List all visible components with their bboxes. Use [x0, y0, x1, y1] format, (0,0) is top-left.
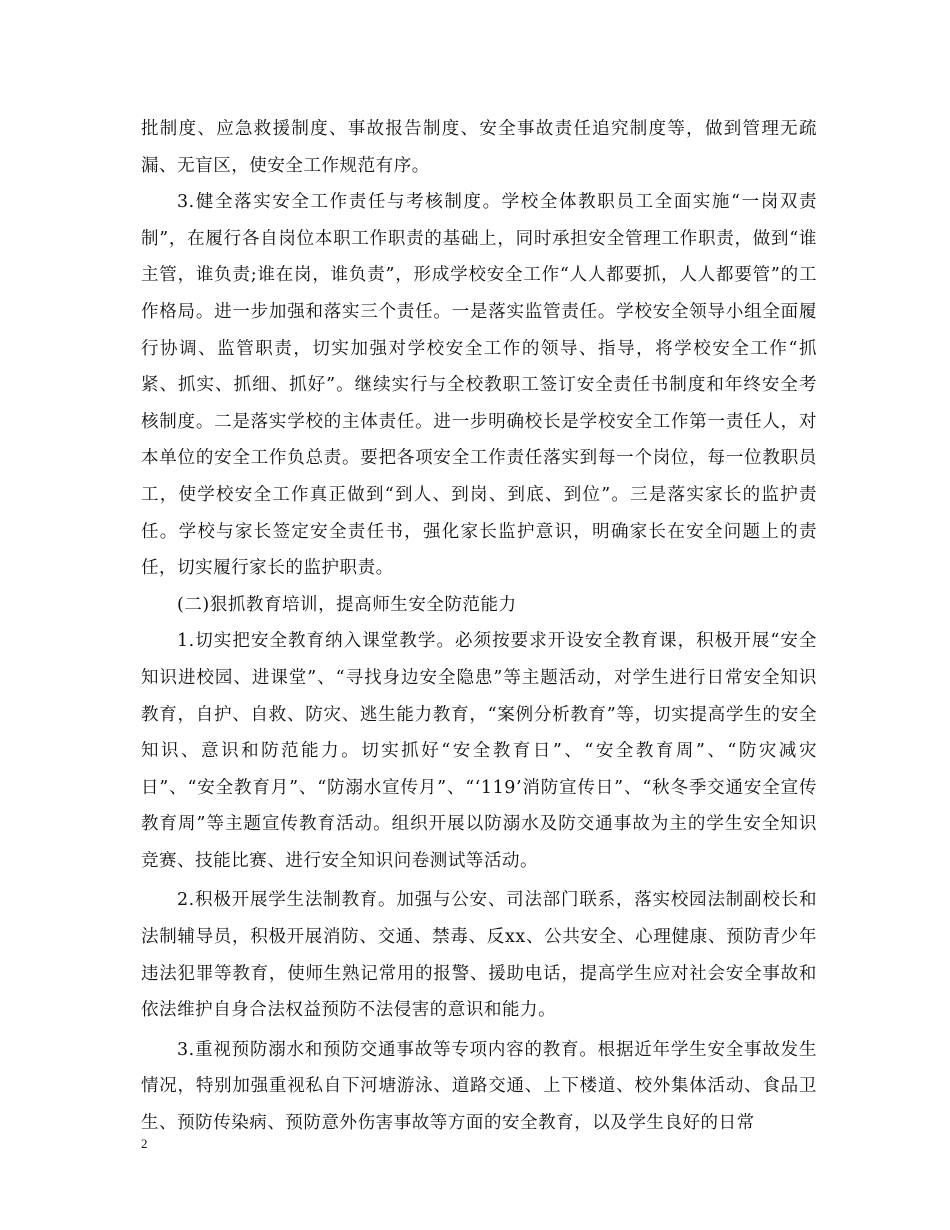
paragraph-responsibility-system: 3.健全落实安全工作责任与考核制度。学校全体教职员工全面实施“一岗双责制”，在履行各自岗位本职工作职责的基础上，同时承担安全管理工作职责，做到“谁主管，谁负责;谁在岗，谁负责”，形成学校安全工作“人人都要抓，人人都要管”的工作格局。进一步加强和落实三个责任。一是落实监管责任。学校安全领导小组全面履行协调、监管职责，切实加强对学校安全工作的领导、指导，将学校安全工作“抓紧、抓实、抓细、抓好”。继续实行与全校教职工签订安全责任书制度和年终安全考核制度。二是落实学校的主体责任。进一步明确校长是学校安全工作第一责任人，对本单位的安全工作负总责。要把各项安全工作责任落实到每一个岗位，每一位教职员工，使学校安全工作真正做到“到人、到岗、到底、到位”。三是落实家长的监护责任。学校与家长签定安全责任书，强化家长监护意识，明确家长在安全问题上的责任，切实履行家长的监护职责。 [141, 192, 817, 579]
paragraph-legal-education: 2.积极开展学生法制教育。加强与公安、司法部门联系，落实校园法制副校长和法制辅导员，积极开展消防、交通、禁毒、反xx、公共安全、心理健康、预防青少年违法犯罪等教育，使师生熟记常用的报警、援助电话，提高学生应对社会安全事故和依法维护自身合法权益预防不法侵害的意识和能力。 [141, 890, 817, 1021]
paragraph-classroom-safety-education: 1.切实把安全教育纳入课堂教学。必须按要求开设安全教育课，积极开展“安全知识进校园、进课堂”、“寻找身边安全隐患”等主题活动，对学生进行日常安全知识教育，自护、自救、防灾、逃生能力教育，“案例分析教育”等，切实提高学生的安全知识、意识和防范能力。切实抓好“安全教育日”、“安全教育周”、“防灾减灾日”、“安全教育月”、“防溺水宣传月”、“‘119’消防宣传日”、“秋冬季交通安全宣传教育周”等主题宣传教育活动。组织开展以防溺水及防交通事故为主的学生安全知识竞赛、技能比赛、进行安全知识问卷测试等活动。 [141, 631, 817, 871]
paragraph-drowning-traffic-prevention: 3.重视预防溺水和预防交通事故等专项内容的教育。根据近年学生安全事故发生情况，特别加强重视私自下河塘游泳、道路交通、上下楼道、校外集体活动、食品卫生、预防传染病、预防意外伤害事故等方面的安全教育，以及学生良好的日常 [141, 1039, 817, 1134]
paragraph-continuation: 批制度、应急救援制度、事故报告制度、安全事故责任追究制度等，做到管理无疏漏、无盲区，使安全工作规范有序。 [141, 119, 817, 176]
document-body [141, 111, 817, 1142]
page-number: 2 [141, 1136, 148, 1151]
section-heading-education-training: (二)狠抓教育培训，提高师生安全防范能力 [177, 594, 517, 615]
